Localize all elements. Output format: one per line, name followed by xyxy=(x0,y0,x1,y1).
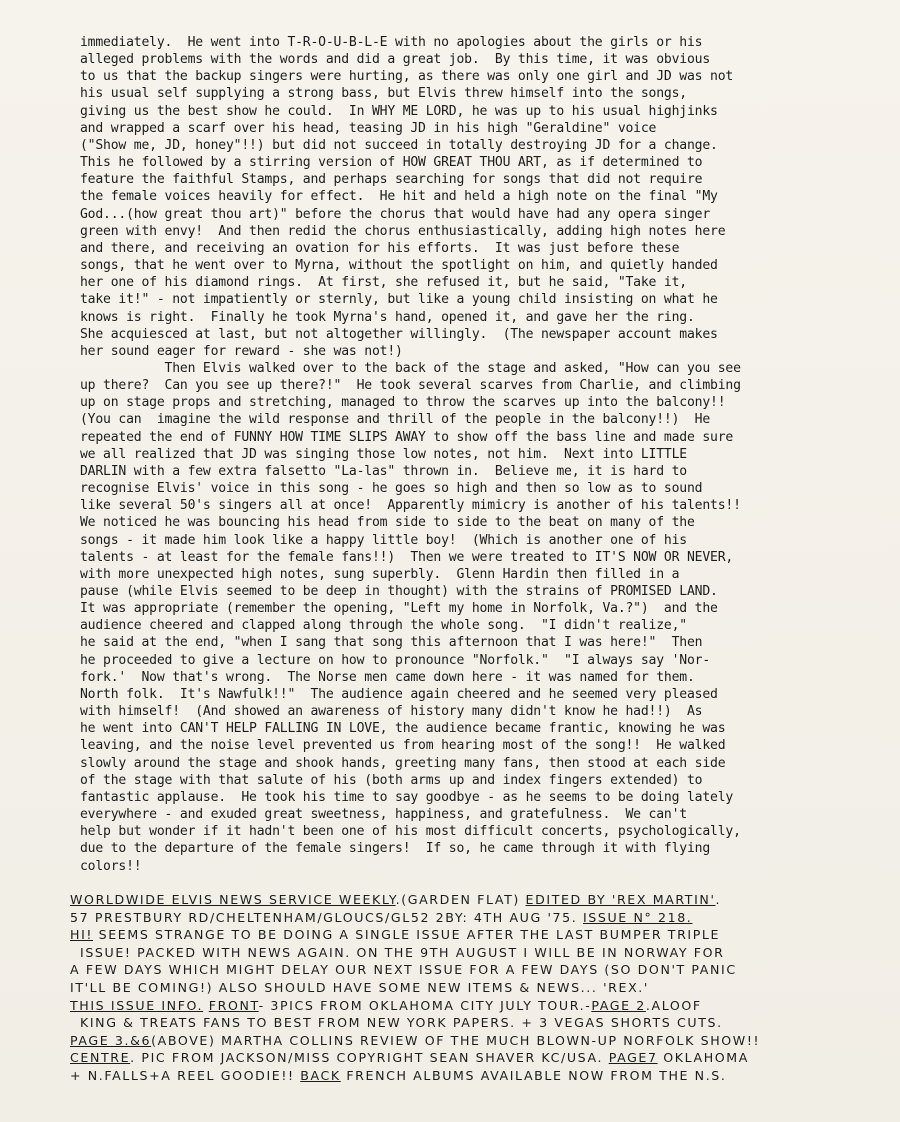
article-line: pause (while Elvis seemed to be deep in thought) with the strains of PROMISED LAND. xyxy=(80,584,718,599)
article-line: leaving, and the noise level prevented us from hearing most of the song!! He walked xyxy=(80,738,726,754)
article-line: (You can imagine the wild response and thrill of the people in the balcony!!) He xyxy=(80,412,711,428)
article-line: slowly around the stage and shook hands, greeting many fans, then stood at each side xyxy=(80,755,726,771)
article-line: her one of his diamond rings. At first, she refused it, but he said, "Take it, xyxy=(80,275,687,291)
article-line: songs - it made him look like a happy little boy! (Which is another one of his xyxy=(80,532,687,548)
editor-credit: EDITED BY 'REX MARTIN' xyxy=(525,892,716,907)
editor-note-line: ISSUE! PACKED WITH NEWS AGAIN. ON THE 9TH AUGUST I WILL BE IN NORWAY FOR xyxy=(80,944,725,960)
front-text: - 3PICS FROM OKLAHOMA CITY JULY TOUR.- xyxy=(258,997,592,1013)
editor-note-line: IT'LL BE COMING!) ALSO SHOULD HAVE SOME NEW ITEMS & NEWS... 'REX.' xyxy=(70,979,649,995)
editor-note-line xyxy=(70,926,850,944)
issue-info-heading: THIS ISSUE INFO. xyxy=(70,997,204,1013)
issue-info-line xyxy=(70,1032,850,1050)
page2-label: PAGE 2 xyxy=(591,997,646,1013)
article-line: It was appropriate (remember the opening, "Left my home in Norfolk, Va.?") and the xyxy=(80,601,718,617)
article-line: help but wonder if it hadn't been one of his most difficult concerts, psychologically, xyxy=(80,824,741,840)
article-line: green with envy! And then redid the chorus enthusiastically, adding high notes here xyxy=(80,223,726,239)
address-text: 57 PRESTBURY RD/CHELTENHAM/GLOUCS/GL52 2BY: 4TH AUG '75. xyxy=(70,909,583,925)
article-line: audience cheered and clapped along through the whole song. "I didn't realize," xyxy=(80,618,687,634)
article-line: to us that the backup singers were hurting, as there was only one girl and JD was not xyxy=(80,69,734,85)
article-line: he went into CAN'T HELP FALLING IN LOVE, the audience became frantic, knowing he was xyxy=(80,721,726,737)
article-line: alleged problems with the words and did a great job. By this time, it was obvious xyxy=(80,52,711,68)
article-line: the female voices heavily for effect. He hit and held a high note on the final "My xyxy=(80,189,718,205)
article-line: and wrapped a scarf over his head, teasing JD in his high "Geraldine" voice xyxy=(80,120,657,136)
article-line: giving us the best show he could. In WHY ME LORD, he was up to his usual highjinks xyxy=(80,103,718,119)
garden-flat-text: .(GARDEN FLAT) xyxy=(395,892,526,907)
article-line: her sound eager for reward - she was not!) xyxy=(80,343,403,359)
masthead-line xyxy=(70,891,850,909)
page36-text: (ABOVE) MARTHA COLLINS REVIEW OF THE MUCH BLOWN-UP NORFOLK SHOW!! xyxy=(151,1032,761,1048)
back-label: BACK xyxy=(300,1067,341,1083)
article-line: God...(how great thou art)" before the chorus that would have had any opera singer xyxy=(80,206,711,222)
article-line: with more unexpected high notes, sung superbly. Glenn Hardin then filled in a xyxy=(80,566,680,582)
article-line: of the stage with that salute of his (both arms up and index fingers extended) to xyxy=(80,772,703,788)
article-line: with himself! (And showed an awareness of history many didn't know he had!!) As xyxy=(80,704,703,720)
issue-number: ISSUE N° 218. xyxy=(582,909,693,925)
article-line: talents - at least for the female fans!!) Then we were treated to IT'S NOW OR NEVER, xyxy=(80,549,734,565)
page7-text: OKLAHOMA xyxy=(657,1050,749,1066)
article-line: She acquiesced at last, but not altogether willingly. (The newspaper account makes xyxy=(80,326,718,342)
article-line: This he followed by a stirring version of HOW GREAT THOU ART, as if determined to xyxy=(80,155,703,171)
article-line: songs, that he went over to Myrna, without the spotlight on him, and quietly handed xyxy=(80,258,718,274)
masthead-period: . xyxy=(715,892,722,907)
centre-text: . PIC FROM JACKSON/MISS COPYRIGHT SEAN SHAVER KC/USA. xyxy=(130,1050,609,1066)
newsletter-footer xyxy=(70,891,850,1085)
article-line: colors!! xyxy=(80,858,142,874)
issue-info-line xyxy=(70,1049,850,1067)
article-line: and there, and receiving an ovation for his efforts. It was just before these xyxy=(80,240,680,256)
article-line: feature the faithful Stamps, and perhaps searching for songs that did not require xyxy=(80,172,703,188)
article-line: fork.' Now that's wrong. The Norse men came down here - it was named for them. xyxy=(80,669,695,685)
back-text: FRENCH ALBUMS AVAILABLE NOW FROM THE N.S. xyxy=(340,1067,727,1083)
article-line: DARLIN with a few extra falsetto "La-las" thrown in. Believe me, it is hard to xyxy=(80,463,687,479)
article-line: everywhere - and exuded great sweetness, happiness, and gratefulness. We can't xyxy=(80,807,687,823)
centre-label: CENTRE xyxy=(70,1050,131,1066)
article-line: recognise Elvis' voice in this song - he goes so high and then so low as to sound xyxy=(80,481,703,497)
article-line: we all realized that JD was singing those low notes, not him. Next into LITTLE xyxy=(80,446,687,462)
greeting: HI! xyxy=(70,927,94,943)
article-line: his usual self supplying a strong bass, but Elvis threw himself into the songs, xyxy=(80,86,687,102)
article-line: he proceeded to give a lecture on how to pronounce "Norfolk." "I always say 'Nor- xyxy=(80,652,711,668)
issue-info-line: KING & TREATS FANS TO BEST FROM NEW YORK PAPERS. + 3 VEGAS SHORTS CUTS. xyxy=(80,1015,723,1031)
article-line: knows is right. Finally he took Myrna's hand, opened it, and gave her the ring. xyxy=(80,309,695,325)
article-line: North folk. It's Nawfulk!!" The audience again cheered and he seemed very pleased xyxy=(80,686,718,702)
issue-info-line xyxy=(70,997,850,1015)
page7-label: PAGE7 xyxy=(608,1050,658,1066)
article-line: up on stage props and stretching, managed to throw the scarves up into the balcony!! xyxy=(80,395,726,411)
article-line: We noticed he was bouncing his head from side to side to the beat on many of the xyxy=(80,515,695,531)
article-line: due to the departure of the female singers! If so, he came through it with flying xyxy=(80,841,711,857)
article-line: up there? Can you see up there?!" He took several scarves from Charlie, and climbing xyxy=(80,378,741,394)
article-line: immediately. He went into T-R-O-U-B-L-E with no apologies about the girls or his xyxy=(80,35,703,50)
address-line xyxy=(70,909,850,927)
page2-text: .ALOOF xyxy=(645,997,702,1013)
article-line: he said at the end, "when I sang that song this afternoon that I was here!" Then xyxy=(80,635,703,651)
article-line: Then Elvis walked over to the back of the stage and asked, "How can you see xyxy=(80,360,741,376)
front-label: FRONT xyxy=(208,997,259,1013)
issue-info-line xyxy=(70,1067,850,1085)
article-body xyxy=(80,34,840,875)
article-line: ("Show me, JD, honey"!!) but did not succeed in totally destroying JD for a change. xyxy=(80,137,718,153)
masthead-title: WORLDWIDE ELVIS NEWS SERVICE WEEKLY xyxy=(70,892,396,907)
info-text: + N.FALLS+A REEL GOODIE!! xyxy=(70,1067,301,1083)
page36-label: PAGE 3.&6 xyxy=(70,1032,152,1048)
editor-note-line: A FEW DAYS WHICH MIGHT DELAY OUR NEXT ISSUE FOR A FEW DAYS (SO DON'T PANIC xyxy=(70,962,737,978)
article-line: repeated the end of FUNNY HOW TIME SLIPS AWAY to show off the bass line and made sure xyxy=(80,429,734,445)
article-line: take it!" - not impatiently or sternly, but like a young child insisting on what he xyxy=(80,292,718,308)
article-line: like several 50's singers all at once! Apparently mimicry is another of his talents!! xyxy=(80,498,741,514)
editor-note-text: SEEMS STRANGE TO BE DOING A SINGLE ISSUE AFTER THE LAST BUMPER TRIPLE xyxy=(93,927,721,943)
article-line: fantastic applause. He took his time to say goodbye - as he seems to be doing lately xyxy=(80,789,734,805)
